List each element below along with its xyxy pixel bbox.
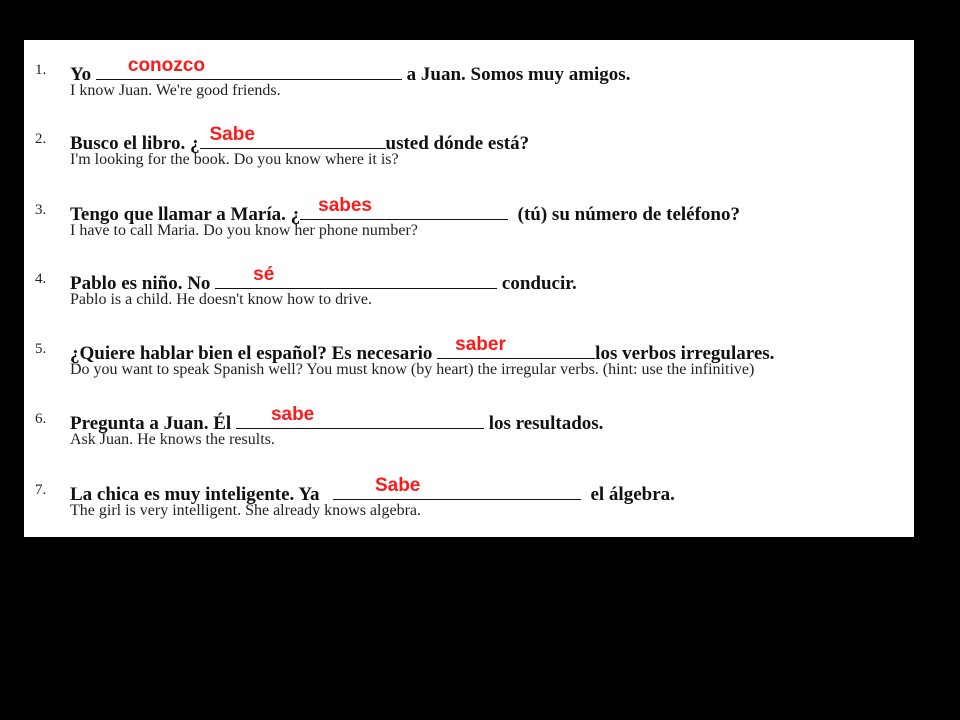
answer-text: sabes [318, 195, 372, 216]
answer-blank[interactable] [236, 404, 484, 429]
sentence-end: (tú) su número de teléfono? [508, 204, 740, 225]
english-translation: I'm looking for the book. Do you know where it is? [70, 151, 399, 168]
sentence-end: el álgebra. [580, 484, 675, 505]
sentence-start: Pablo es niño. No [70, 273, 216, 294]
exercise-number: 7. [35, 482, 47, 498]
answer-blank[interactable] [333, 475, 581, 500]
exercise-number: 3. [35, 202, 47, 218]
sentence-start: Tengo que llamar a María. ¿ [70, 204, 301, 225]
answer-text: saber [455, 334, 506, 355]
answer-text: conozco [127, 55, 205, 76]
answer-text: sabe [270, 404, 315, 425]
exercise-number: 5. [35, 341, 47, 357]
english-translation: Ask Juan. He knows the results. [70, 431, 275, 448]
answer-blank[interactable] [96, 55, 402, 80]
english-translation: I have to call Maria. Do you know her phone number? [70, 222, 418, 239]
english-translation: I know Juan. We're good friends. [70, 82, 281, 99]
answer-text: Sabe [374, 475, 421, 496]
sentence-end: los resultados. [483, 413, 604, 434]
answer-blank[interactable] [437, 334, 595, 359]
exercise-number: 1. [35, 62, 47, 78]
sentence-start: La chica es muy inteligente. Ya [70, 484, 329, 505]
sentence-start: Busco el libro. ¿ [70, 133, 200, 154]
answer-blank[interactable] [215, 264, 497, 289]
english-translation: Pablo is a child. He doesn't know how to drive. [70, 291, 372, 308]
english-translation: Do you want to speak Spanish well? You must know (by heart) the irregular verbs. (hint: use the infinitive) [70, 361, 755, 378]
exercise-number: 4. [35, 271, 47, 287]
sentence-start: ¿Quiere hablar bien el español? Es necesario [70, 343, 438, 364]
sentence-start: Yo [70, 64, 96, 85]
exercise-number: 6. [35, 411, 47, 427]
sentence-end: los verbos irregulares. [595, 343, 775, 364]
worksheet [24, 40, 914, 537]
exercise-number: 2. [35, 131, 47, 147]
sentence-end: a Juan. Somos muy amigos. [401, 64, 631, 85]
sentence-start: Pregunta a Juan. Él [70, 413, 236, 434]
english-translation: The girl is very intelligent. She already knows algebra. [70, 502, 422, 519]
sentence-end: conducir. [497, 273, 577, 294]
answer-blank[interactable] [200, 124, 386, 149]
answer-text: Sabe [209, 124, 255, 145]
sentence-end: usted dónde está? [385, 133, 530, 154]
answer-blank[interactable] [300, 195, 508, 220]
answer-text: sé [253, 264, 275, 285]
